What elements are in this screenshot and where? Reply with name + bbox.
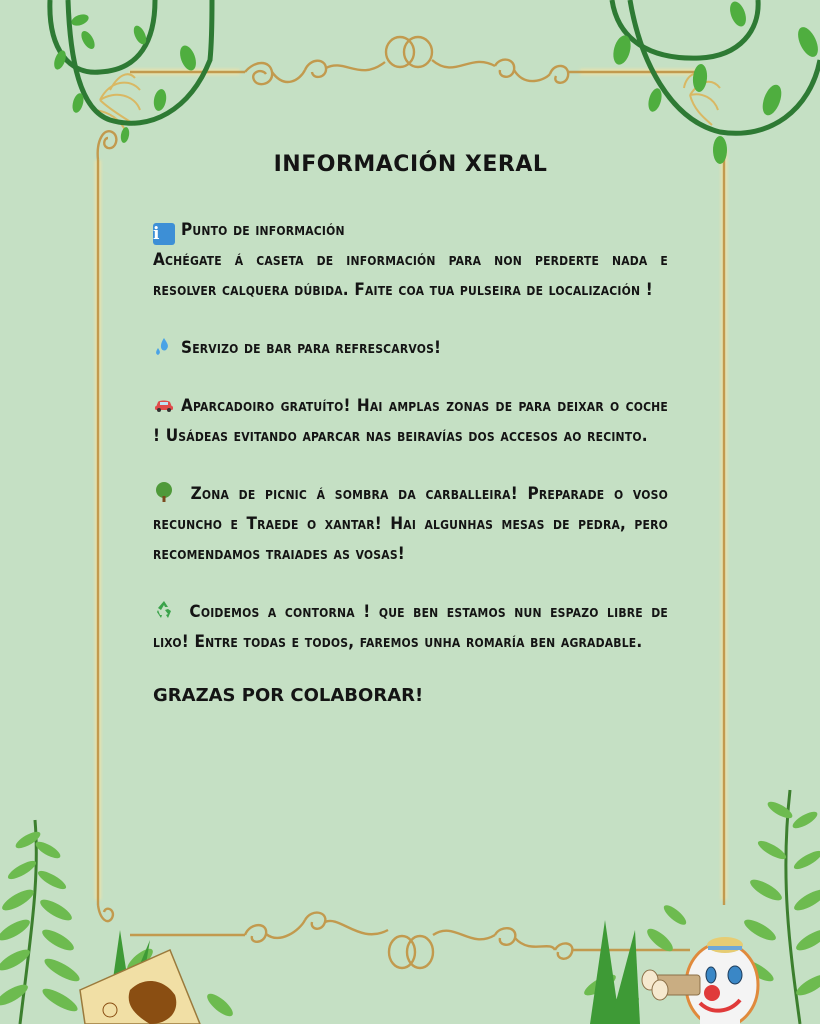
section-text: Coidemos a contorna ! que ben estamos nun espazo libre de lixo! Entre todas e todos, faremos unha romaría ben agradable. [153, 602, 668, 652]
car-icon [153, 393, 175, 415]
recycle-icon [153, 599, 175, 621]
section-bar-service [153, 333, 668, 363]
info-content [153, 140, 668, 706]
tree-icon [153, 481, 175, 503]
section-picnic [153, 479, 668, 569]
section-text: Aparcadoiro gratuíto! Hai amplas zonas de para deixar o coche ! Usádeas evitando aparcar nas beiravías dos accesos ao recinto. [153, 396, 668, 446]
vines-top-right [612, 0, 820, 133]
section-heading: Punto de información [181, 220, 345, 240]
info-icon: i [153, 223, 175, 245]
section-text: Zona de picnic á sombra da carballeira! Preparade o voso recuncho e Traede o xantar! Hai algunhas mesas de pedra, pero recomendamos traiades as vosas! [153, 484, 668, 564]
sweat-droplets-icon [153, 335, 175, 357]
section-text: Achégate á caseta de información para non perderte nada e resolver calquera dúbida. Faite coa tua pulseira de localización ! [153, 250, 668, 300]
section-heading-line [153, 215, 668, 245]
page-title: INFORMACIÓN XERAL [273, 152, 548, 177]
section-text: Servizo de bar para refrescarvos! [181, 338, 442, 358]
section-environment [153, 597, 668, 657]
closing-message: GRAZAS POR COLABORAR! [153, 685, 424, 706]
section-parking [153, 391, 668, 451]
section-info-point [153, 215, 668, 305]
